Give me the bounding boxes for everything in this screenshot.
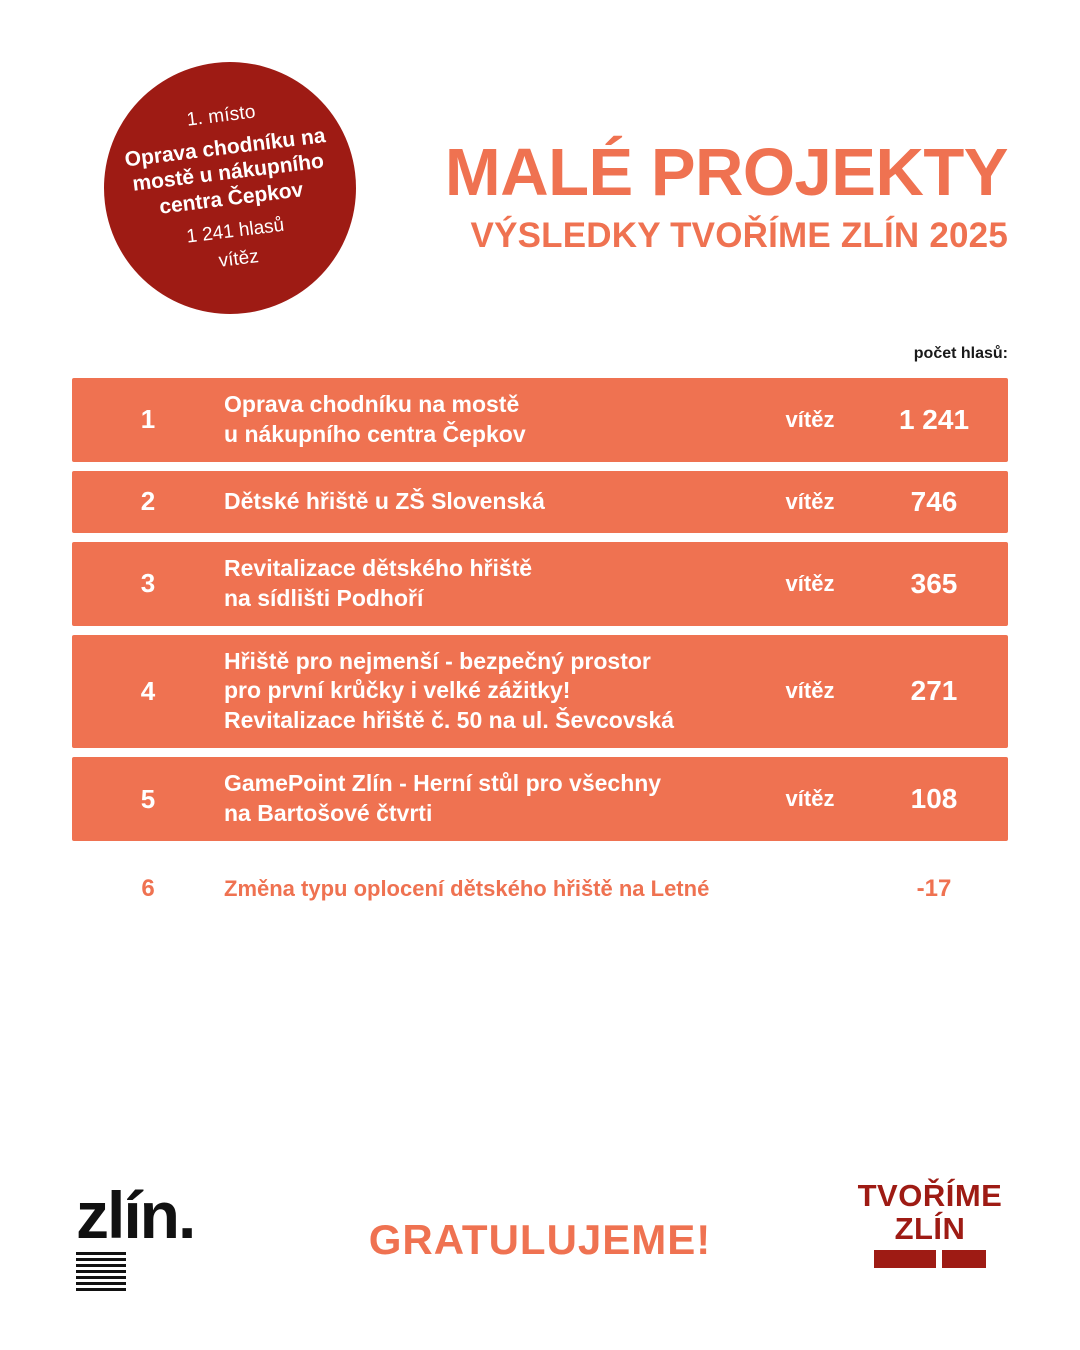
row-title: GamePoint Zlín - Herní stůl pro všechny na Bartošové čtvrti — [224, 770, 662, 827]
badge-project-title: Oprava chodníku na mostě u nákupního centra Čepkov — [123, 123, 327, 219]
row-rank: 1 — [140, 404, 156, 435]
row-votes: -17 — [916, 875, 952, 903]
row-title: Hřiště pro nejmenší - bezpečný prostor pro první krůčky i velké zážitky! Revitalizace hřiště č. 50 na ul. Ševcovská — [224, 647, 675, 734]
badge-status: vítěz — [217, 246, 260, 273]
row-votes: 1 241 — [898, 403, 970, 435]
winner-badge — [90, 48, 371, 329]
row-rank: 2 — [140, 486, 156, 517]
brand-logo-line1: TVOŘÍME — [857, 1178, 1003, 1213]
row-title: Oprava chodníku na mostě u nákupního centra Čepkov — [224, 391, 526, 447]
row-title: Dětské hřiště u ZŠ Slovenská — [224, 487, 545, 514]
brand-logo-line2: ZLÍN — [894, 1211, 966, 1246]
row-rank: 4 — [140, 675, 156, 706]
table-row — [72, 757, 1008, 841]
row-status: vítěz — [785, 488, 835, 514]
row-title: Změna typu oplocení dětského hřiště na Letné — [224, 876, 710, 902]
row-votes: 271 — [910, 675, 958, 707]
table-row — [72, 378, 1008, 462]
row-rank: 5 — [140, 783, 156, 814]
page-subtitle: VÝSLEDKY TVOŘÍME ZLÍN 2025 — [470, 215, 1008, 255]
table-row — [72, 542, 1008, 626]
brand-logo-blocks-icon — [856, 1250, 1004, 1268]
congratulations-text: GRATULUJEME! — [368, 1216, 712, 1263]
table-row — [72, 471, 1008, 533]
row-rank: 6 — [141, 875, 155, 903]
row-votes: 108 — [910, 783, 958, 815]
footer — [0, 1178, 1080, 1292]
badge-place-label: 1. místo — [185, 100, 257, 131]
row-votes: 365 — [910, 567, 958, 599]
results-table — [72, 378, 1008, 916]
brand-logo — [856, 1180, 1004, 1268]
row-status: vítěz — [785, 406, 835, 432]
table-row — [72, 863, 1008, 916]
page-title: MALÉ PROJEKTY — [444, 135, 1008, 210]
row-votes: 746 — [910, 485, 958, 517]
city-logo-text: zlín. — [76, 1178, 195, 1253]
table-row — [72, 635, 1008, 749]
votes-column-header: počet hlasů: — [913, 345, 1008, 362]
row-title: Revitalizace dětského hřiště na sídlišti Podhoří — [224, 554, 533, 611]
row-status: vítěz — [785, 786, 835, 812]
header — [444, 135, 1008, 256]
row-status: vítěz — [785, 570, 835, 596]
row-rank: 3 — [140, 568, 156, 599]
badge-votes-count: 1 241 hlasů — [185, 215, 286, 248]
row-status: vítěz — [785, 678, 835, 704]
